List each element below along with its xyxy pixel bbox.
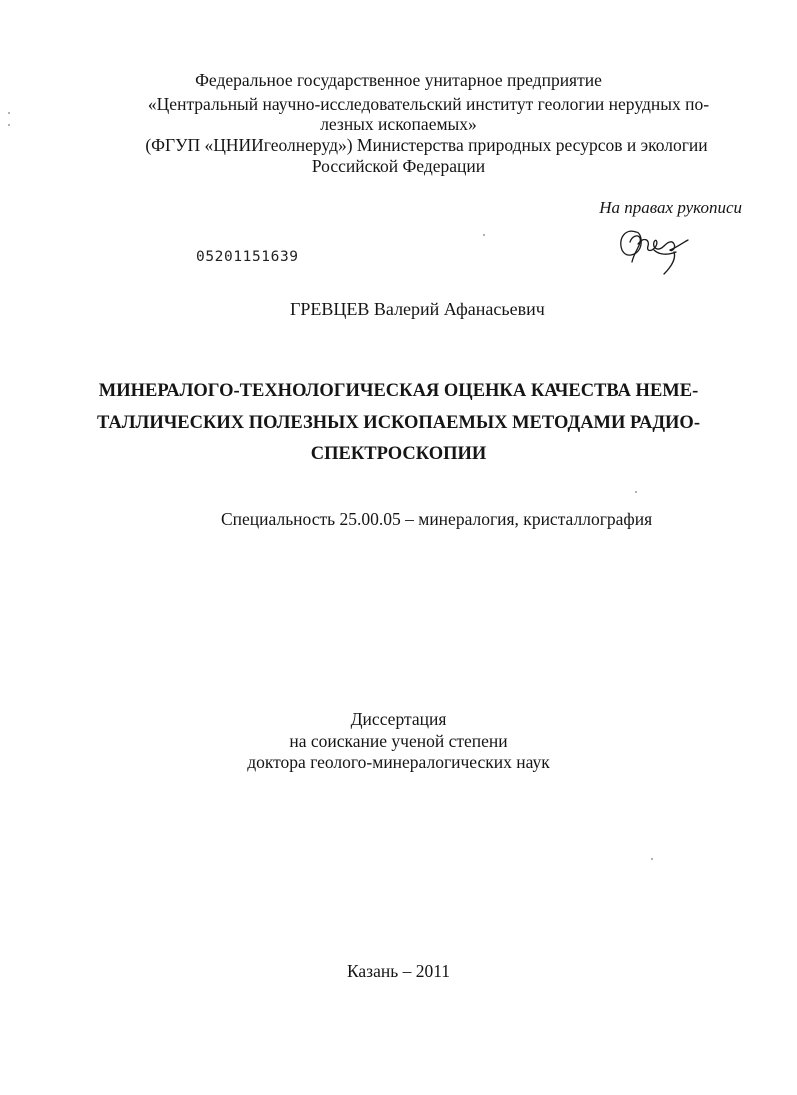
scan-speck (635, 491, 637, 493)
scan-speck (651, 858, 653, 860)
manuscript-note: На правах рукописи (599, 198, 742, 217)
degree-line-1: Диссертация (350, 709, 447, 729)
scan-speck (8, 124, 10, 126)
signature-icon (614, 222, 694, 278)
org-line-4: (ФГУП «ЦНИИгеолнеруд») Министерства природных ресурсов и экологии (145, 135, 708, 155)
author-name: ГРЕВЦЕВ Валерий Афанасьевич (290, 299, 545, 319)
specialty: Специальность 25.00.05 – минералогия, кристаллография (221, 509, 653, 529)
org-line-1: Федеральное государственное унитарное предприятие (195, 70, 602, 90)
degree-line-2: на соискание ученой степени (289, 731, 508, 751)
city-year: Казань – 2011 (346, 961, 451, 981)
org-line-2: «Центральный научно-исследовательский институт геологии нерудных по- (147, 94, 710, 114)
title-line-1: МИНЕРАЛОГО-ТЕХНОЛОГИЧЕСКАЯ ОЦЕНКА КАЧЕСТВА НЕМЕ- (98, 381, 699, 401)
scan-speck (483, 234, 485, 236)
org-line-5: Российской Федерации (311, 156, 486, 176)
inventory-number: 05201151639 (196, 249, 299, 265)
degree-line-3: доктора геолого-минералогических наук (247, 752, 550, 772)
scan-speck (8, 112, 10, 114)
org-line-3: лезных ископаемых» (320, 114, 477, 134)
title-line-2: ТАЛЛИЧЕСКИХ ПОЛЕЗНЫХ ИСКОПАЕМЫХ МЕТОДАМИ РАДИО- (96, 413, 700, 433)
title-line-3: СПЕКТРОСКОПИИ (310, 444, 487, 464)
